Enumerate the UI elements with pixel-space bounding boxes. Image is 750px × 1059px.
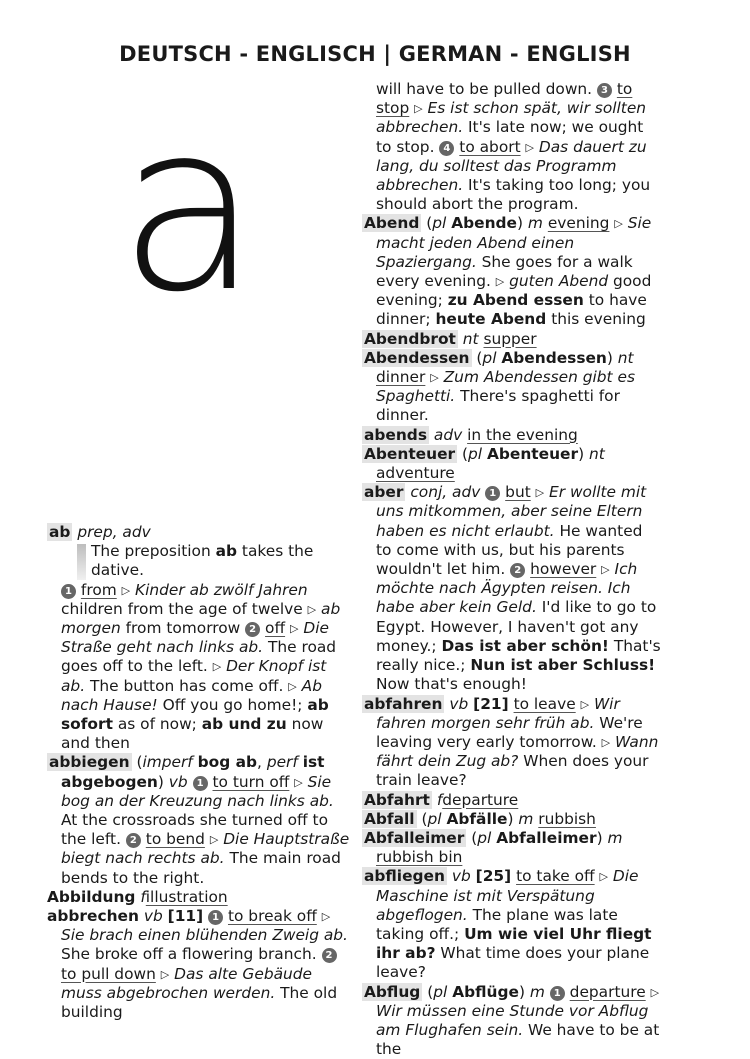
headword: Abflug [364, 982, 421, 1001]
sense-number: 1 [208, 910, 223, 925]
entry-abends [362, 426, 662, 445]
part-of-speech: vb [168, 772, 188, 791]
phrase: Das ist aber schön! [441, 636, 609, 655]
example-en: I'd like to go to Egypt. However, I haven't got any money.; [376, 598, 657, 655]
forms-open: ( [426, 214, 433, 233]
sense-number: 1 [61, 584, 76, 599]
part-of-speech: vb [451, 867, 471, 886]
phrase: Nun ist aber Schluss! [470, 656, 656, 675]
part-of-speech: m [527, 214, 543, 233]
section-letter: a [118, 73, 261, 343]
sense-number: 2 [510, 563, 525, 578]
headword: abbiegen [49, 753, 130, 772]
forms-label: pl [427, 809, 442, 828]
example-de: Kinder ab zwölf Jahren [135, 580, 308, 599]
phrase: ab sofort [61, 695, 329, 734]
forms-open: ( [136, 753, 143, 772]
example-arrow-icon: ▷ [212, 660, 222, 674]
entry-abend [362, 214, 662, 329]
sense-number: 1 [550, 986, 565, 1001]
headword: aber [364, 483, 404, 502]
example-de: Wann fährt dein Zug ab? [376, 732, 659, 771]
note-text: takes the dative. [91, 542, 314, 580]
example-arrow-icon: ▷ [601, 735, 611, 749]
part-of-speech: nt [462, 329, 479, 348]
part-of-speech: conj, adv [410, 483, 481, 502]
part-of-speech: m [607, 828, 623, 847]
translation: departure [569, 982, 646, 1001]
forms-value: Abende [451, 214, 517, 233]
example-en: Off you go home!; [157, 695, 308, 714]
example-en: children from the age of twelve [61, 599, 308, 618]
example-en: good evening; [376, 272, 652, 310]
phrase: Um wie viel Uhr fliegt ihr ab? [376, 924, 652, 963]
forms-close: ) [518, 982, 525, 1001]
example-arrow-icon: ▷ [121, 583, 131, 597]
example-en: There's spaghetti for dinner. [376, 387, 620, 425]
example-de: Der Knopf ist ab. [61, 657, 327, 695]
example-arrow-icon: ▷ [414, 102, 423, 116]
example-arrow-icon: ▷ [601, 563, 610, 577]
part-of-speech: prep, adv [77, 523, 151, 541]
example-en: The plane was late taking off.; [376, 905, 618, 943]
headword: Abfall [364, 809, 415, 828]
translation: illustration [145, 887, 228, 906]
example-en: The main road bends to the right. [61, 849, 341, 887]
example-arrow-icon: ▷ [535, 486, 545, 500]
entry-abendessen [362, 349, 662, 426]
forms-value: ist abgebogen [61, 753, 325, 791]
example-arrow-icon: ▷ [430, 371, 439, 385]
example-en: We have to be at the [376, 1020, 660, 1059]
translation: to abort [459, 137, 521, 156]
example-en: At the crossroads she turned off to the left. [61, 811, 328, 849]
headword: abfahren [364, 694, 443, 713]
example-de: Wir müssen eine Stunde vor Abflug am Flughafen sein. [376, 1001, 649, 1039]
example-arrow-icon: ▷ [288, 679, 297, 693]
translation: to stop [376, 80, 633, 118]
translation: rubbish [538, 809, 596, 828]
forms-value: Abflüge [452, 982, 519, 1001]
translation: to pull down [61, 964, 156, 983]
forms-label: perf [266, 753, 298, 772]
note-text: The preposition [91, 542, 216, 561]
example-de: Er wollte mit uns mitkommen, aber seine Eltern haben es nicht erlaubt. [376, 483, 647, 540]
forms-sep: , [257, 753, 267, 772]
part-of-speech: f [140, 887, 146, 906]
example-en: now and then [61, 715, 324, 753]
part-of-speech: nt [589, 444, 605, 463]
forms-open: ( [471, 828, 478, 847]
example-de: Sie macht jeden Abend einen Spaziergang. [376, 214, 652, 271]
conjugation-number: 21 [480, 694, 502, 713]
translation: evening [547, 214, 610, 233]
page-title: DEUTSCH - ENGLISCH | GERMAN - ENGLISH [119, 42, 631, 66]
part-of-speech: f [436, 790, 443, 809]
translation: adventure [376, 464, 455, 483]
forms-close: ) [157, 772, 164, 791]
sense-block [47, 581, 352, 754]
example-en: The road goes off to the left. [61, 638, 337, 676]
translation: from [80, 580, 117, 599]
forms-open: ( [427, 982, 434, 1001]
example-en: We're leaving very early tomorrow. [376, 713, 643, 751]
forms-value: Abfalleimer [496, 828, 597, 847]
translation: however [530, 560, 597, 579]
example-en: She broke off a flowering branch. [61, 945, 322, 964]
forms-label: pl [433, 982, 448, 1001]
note-marker [77, 544, 86, 580]
headword: abends [364, 425, 427, 444]
part-of-speech: m [518, 809, 534, 828]
example-de: Ab nach Hause! [61, 676, 322, 714]
example-en: this evening [546, 310, 646, 329]
sense-number: 2 [322, 948, 337, 963]
example-arrow-icon: ▷ [307, 602, 317, 616]
example-arrow-icon: ▷ [650, 985, 660, 999]
sense-number: 2 [245, 622, 260, 637]
forms-value: Abendessen [501, 348, 607, 367]
example-en: When does your train leave? [376, 752, 649, 790]
example-arrow-icon: ▷ [294, 775, 303, 789]
example-de: ab morgen [61, 599, 341, 638]
usage-note [77, 542, 352, 580]
sense-number: 4 [439, 141, 454, 156]
example-arrow-icon: ▷ [321, 910, 331, 924]
translation: to break off [227, 907, 317, 926]
example-de: Die Maschine ist mit Verspätung abgeflogen. [376, 867, 639, 924]
example-arrow-icon: ▷ [209, 833, 219, 847]
translation: departure [442, 790, 519, 809]
entry-abenteuer [362, 445, 662, 483]
example-en: It's taking too long; you should abort the program. [376, 176, 651, 214]
translation: to bend [145, 830, 205, 849]
forms-label: pl [432, 214, 447, 233]
example-de: Zum Abendessen gibt es Spaghetti. [376, 368, 635, 406]
right-column [362, 80, 662, 1059]
example-arrow-icon: ▷ [599, 870, 608, 884]
forms-open: ( [421, 809, 428, 828]
part-of-speech: m [529, 982, 545, 1001]
example-de: Die Hauptstraße biegt nach rechts ab. [61, 830, 350, 868]
entry-aber [362, 483, 662, 694]
example-de: Sie bog an der Kreuzung nach links ab. [61, 772, 334, 810]
translation: rubbish bin [376, 848, 463, 867]
example-de: Das dauert zu lang, du solltest das Programm abbrechen. [376, 137, 647, 195]
forms-label: pl [468, 444, 483, 463]
example-en: She goes for a walk every evening. [376, 252, 633, 291]
example-de: Das alte Gebäude muss abgebrochen werden. [61, 964, 313, 1002]
phrase: zu Abend essen [447, 291, 584, 310]
forms-label: pl [477, 828, 492, 847]
example-de: Wir fahren morgen sehr früh ab. [376, 694, 620, 732]
example-de: Sie brach einen blühenden Zweig ab. [61, 926, 348, 945]
forms-close: ) [517, 214, 524, 233]
example-en: That's really nice.; [376, 636, 661, 675]
sense-number: 3 [597, 83, 612, 98]
sense-number: 2 [126, 833, 141, 848]
entry-abfliegen: abfliegen vb [25] to take off ▷ Die Maschine ist mit Verspätung abgeflogen. The plane was late taking off.; Um wie viel Uhr fliegt ihr ab? What time does your plane leave? [364, 867, 652, 982]
example-en: as of now; [112, 715, 202, 734]
sense-number: 1 [193, 776, 208, 791]
sense-number: 1 [485, 486, 500, 501]
headword: Abendbrot [364, 329, 456, 348]
entry-abfall [362, 810, 662, 829]
translation: to turn off [212, 772, 290, 791]
headword: Abfahrt [364, 790, 430, 809]
forms-close: ) [578, 444, 585, 463]
forms-close: ) [507, 809, 514, 828]
entry-abendbrot [362, 330, 662, 349]
forms-value: Abfälle [446, 809, 508, 828]
part-of-speech: vb [449, 694, 469, 713]
example-en: from tomorrow [120, 619, 246, 638]
example-en: Now that's enough! [376, 675, 527, 694]
translation: in the evening [467, 425, 578, 444]
example-de: guten Abend [509, 272, 609, 291]
part-of-speech: vb [143, 907, 163, 926]
note-keyword: ab [215, 542, 238, 561]
headword: abfliegen [364, 867, 445, 886]
example-en: will have to be pulled down. [376, 80, 597, 98]
phrase: ab und zu [201, 715, 287, 734]
part-of-speech: nt [617, 348, 634, 367]
example-arrow-icon: ▷ [289, 622, 299, 636]
headword: Abfalleimer [364, 828, 465, 847]
entry-abbildung [47, 888, 352, 907]
forms-close: ) [596, 828, 603, 847]
example-de: Ich möchte nach Ägypten reisen. Ich habe aber kein Geld. [376, 560, 638, 617]
forms-value: bog ab [197, 753, 258, 772]
phrase: heute Abend [435, 310, 547, 329]
headword: ab [49, 523, 71, 541]
entry-ab [47, 523, 352, 542]
entry-abfalleimer [362, 829, 662, 867]
example-arrow-icon: ▷ [580, 697, 590, 711]
example-en: What time does your plane leave? [376, 944, 650, 982]
example-en: It's late now; we ought to stop. [376, 118, 644, 156]
forms-label: imperf [142, 753, 193, 772]
headword: abbrechen [47, 907, 139, 926]
example-de: Die Straße geht nach links ab. [61, 619, 329, 657]
forms-close: ) [606, 348, 613, 367]
entry-abflug [362, 983, 662, 1059]
example-arrow-icon: ▷ [495, 275, 505, 289]
entry-abbrechen-continued [362, 80, 662, 214]
headword: Abend [364, 214, 420, 233]
example-arrow-icon: ▷ [614, 217, 623, 231]
translation: but [505, 483, 531, 502]
entry-abbrechen: abbrechen vb [11] 1 to break off ▷ Sie brach einen blühenden Zweig ab. She broke off a flowering branch. 2 to pull down ▷ Das alte Gebäude muss abgebrochen werden. The old building [47, 907, 348, 1022]
example-en: The old building [61, 983, 338, 1022]
forms-open: ( [462, 444, 469, 463]
example-en: He wanted to come with us, but his parents wouldn't let him. [376, 521, 643, 579]
translation: off [265, 619, 286, 638]
entry-abfahrt [362, 791, 662, 810]
example-arrow-icon: ▷ [525, 140, 534, 154]
example-de: Es ist schon spät, wir sollten abbrechen. [376, 99, 647, 137]
headword: Abbildung [47, 887, 136, 906]
conjugation-number: 25 [482, 867, 505, 886]
left-column [47, 523, 352, 1022]
headword: Abendessen [364, 348, 470, 367]
conjugation-number: 11 [174, 907, 197, 926]
translation: supper [483, 329, 537, 348]
forms-label: pl [482, 348, 497, 367]
translation: to take off [516, 867, 595, 886]
translation: to leave [513, 694, 576, 713]
translation: dinner [376, 368, 426, 387]
example-arrow-icon: ▷ [160, 967, 170, 981]
headword: Abenteuer [364, 444, 456, 463]
entry-abbiegen [47, 753, 352, 887]
part-of-speech: adv [433, 425, 463, 444]
entry-abfahren: abfahren vb [21] to leave ▷ Wir fahren morgen sehr früh ab. We're leaving very early tomorrow. ▷ Wann fährt dein Zug ab? When does your train leave? [364, 694, 659, 790]
example-en: to have dinner; [376, 291, 647, 329]
example-en: The button has come off. [85, 676, 289, 695]
forms-open: ( [476, 348, 483, 367]
forms-value: Abenteuer [486, 444, 579, 463]
